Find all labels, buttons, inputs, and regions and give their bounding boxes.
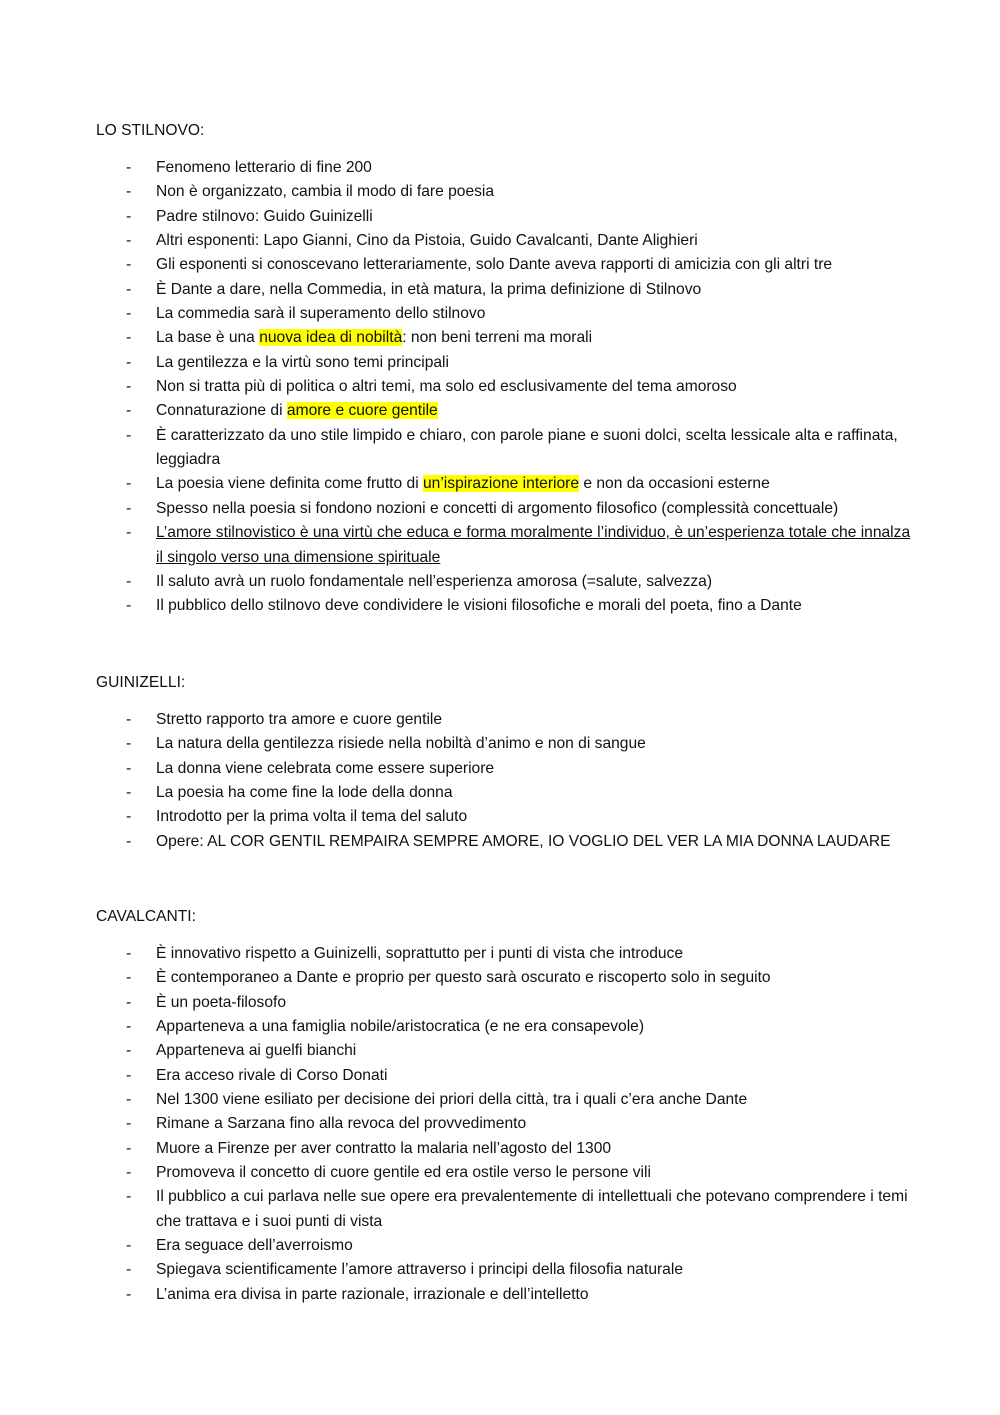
list-item bbox=[96, 375, 916, 399]
item-text: La poesia ha come fine la lode della donna bbox=[156, 784, 453, 802]
list-item bbox=[96, 351, 916, 375]
list-item bbox=[96, 830, 916, 854]
item-text: Nel 1300 viene esiliato per decisione dei priori della città, tra i quali c’era anche Dante bbox=[156, 1091, 748, 1109]
item-text: Stretto rapporto tra amore e cuore gentile bbox=[156, 711, 443, 728]
highlighted-text: un’ispirazione interiore bbox=[423, 475, 580, 493]
list-item bbox=[96, 708, 916, 732]
item-text: Altri esponenti: Lapo Gianni, Cino da Pistoia, Guido Cavalcanti, Dante Alighieri bbox=[156, 232, 698, 250]
list-item bbox=[96, 1283, 916, 1307]
item-text: Apparteneva ai guelfi bianchi bbox=[156, 1042, 357, 1060]
underlined-text: L’amore stilnovistico è una virtù che educa e forma moralmente l’individuo, è un’esperienza totale che innalza il singolo verso una dimensione spirituale bbox=[156, 524, 911, 566]
section-heading: LO STILNOVO: bbox=[96, 122, 205, 139]
list-item bbox=[96, 1258, 916, 1282]
list-item bbox=[96, 156, 916, 180]
item-text: La gentilezza e la virtù sono temi principali bbox=[156, 353, 449, 371]
list-item bbox=[96, 253, 916, 277]
item-text: È contemporaneo a Dante e proprio per questo sarà oscurato e riscoperto solo in seguito bbox=[156, 969, 771, 987]
item-text: È un poeta-filosofo bbox=[156, 993, 287, 1011]
item-text: È Dante a dare, nella Commedia, in età matura, la prima definizione di Stilnovo bbox=[156, 280, 702, 298]
item-text: Non è organizzato, cambia il modo di fare poesia bbox=[156, 183, 495, 201]
item-text: Spesso nella poesia si fondono nozioni e concetti di argomento filosofico (complessità concettuale) bbox=[156, 499, 839, 517]
bullet-list bbox=[96, 708, 916, 854]
item-text: La commedia sarà il superamento dello stilnovo bbox=[156, 305, 486, 323]
list-item bbox=[96, 1185, 916, 1234]
list-item bbox=[96, 472, 916, 496]
item-text: È caratterizzato da uno stile limpido e chiaro, con parole piane e suoni dolci, scelta lessicale alta e raffinata, leggiadra bbox=[156, 426, 898, 469]
item-text: Il pubblico dello stilnovo deve condividere le visioni filosofiche e morali del poeta, fino a Dante bbox=[156, 597, 802, 615]
item-text: Opere: AL COR GENTIL REMPAIRA SEMPRE AMORE, IO VOGLIO DEL VER LA MIA DONNA LAUDARE bbox=[156, 832, 891, 850]
item-text: Fenomeno letterario di fine 200 bbox=[156, 159, 372, 176]
section-guinizelli bbox=[96, 671, 916, 854]
item-text: Era acceso rivale di Corso Donati bbox=[156, 1066, 388, 1084]
list-item bbox=[96, 1064, 916, 1088]
highlighted-text: nuova idea di nobiltà bbox=[259, 329, 403, 347]
item-text: Non si tratta più di politica o altri temi, ma solo ed esclusivamente del tema amoroso bbox=[156, 378, 737, 396]
list-item bbox=[96, 942, 916, 966]
item-text: La natura della gentilezza risiede nella nobiltà d’animo e non di sangue bbox=[156, 735, 646, 753]
item-text: La donna viene celebrata come essere superiore bbox=[156, 759, 495, 777]
item-text: Rimane a Sarzana fino alla revoca del provvedimento bbox=[156, 1115, 527, 1133]
list-item bbox=[96, 229, 916, 253]
item-text: Era seguace dell’averroismo bbox=[156, 1237, 353, 1255]
list-item bbox=[96, 180, 916, 204]
list-item bbox=[96, 781, 916, 805]
item-text: Connaturazione di bbox=[156, 402, 287, 420]
section-cavalcanti bbox=[96, 905, 916, 1307]
list-item bbox=[96, 1112, 916, 1136]
list-item bbox=[96, 399, 916, 423]
item-text: Introdotto per la prima volta il tema del saluto bbox=[156, 808, 468, 826]
list-item bbox=[96, 205, 916, 229]
list-item bbox=[96, 966, 916, 990]
item-text: : non beni terreni ma morali bbox=[402, 329, 593, 347]
list-item bbox=[96, 1161, 916, 1185]
item-text: Il saluto avrà un ruolo fondamentale nell’esperienza amorosa (=salute, salvezza) bbox=[156, 572, 713, 590]
list-item bbox=[96, 1234, 916, 1258]
list-item bbox=[96, 302, 916, 326]
item-text: Apparteneva a una famiglia nobile/aristocratica (e ne era consapevole) bbox=[156, 1018, 645, 1036]
list-item bbox=[96, 326, 916, 350]
list-item bbox=[96, 1039, 916, 1063]
bullet-list bbox=[96, 942, 916, 1307]
list-item bbox=[96, 594, 916, 618]
list-item bbox=[96, 757, 916, 781]
section-stilnovo bbox=[96, 119, 916, 619]
item-text: La base è una bbox=[156, 329, 260, 347]
item-text: Il pubblico a cui parlava nelle sue opere era prevalentemente di intellettuali che potevano comprendere i temi che trattava e i suoi punti di vista bbox=[156, 1188, 908, 1230]
list-item bbox=[96, 497, 916, 521]
list-item bbox=[96, 991, 916, 1015]
list-item bbox=[96, 1015, 916, 1039]
highlighted-text: amore e cuore gentile bbox=[286, 402, 438, 420]
item-text: Padre stilnovo: Guido Guinizelli bbox=[156, 207, 373, 225]
list-item bbox=[96, 570, 916, 594]
item-text: Spiegava scientificamente l’amore attraverso i principi della filosofia naturale bbox=[156, 1261, 683, 1279]
item-text: Promoveva il concetto di cuore gentile ed era ostile verso le persone vili bbox=[156, 1164, 651, 1182]
list-item bbox=[96, 521, 916, 570]
list-item bbox=[96, 278, 916, 302]
item-text: L’anima era divisa in parte razionale, irrazionale e dell’intelletto bbox=[156, 1285, 589, 1303]
list-item bbox=[96, 732, 916, 756]
item-text: e non da occasioni esterne bbox=[579, 475, 770, 493]
bullet-list bbox=[96, 156, 916, 619]
item-text: È innovativo rispetto a Guinizelli, soprattutto per i punti di vista che introduce bbox=[156, 945, 684, 962]
item-text: Gli esponenti si conoscevano letterariamente, solo Dante aveva rapporti di amicizia con gli altri tre bbox=[156, 256, 833, 274]
item-text: Muore a Firenze per aver contratto la malaria nell’agosto del 1300 bbox=[156, 1139, 612, 1157]
list-item bbox=[96, 1137, 916, 1161]
item-text: La poesia viene definita come frutto di bbox=[156, 475, 423, 493]
list-item bbox=[96, 1088, 916, 1112]
section-heading: GUINIZELLI: bbox=[96, 674, 186, 691]
list-item bbox=[96, 805, 916, 829]
list-item bbox=[96, 424, 916, 473]
section-heading: CAVALCANTI: bbox=[96, 908, 196, 925]
